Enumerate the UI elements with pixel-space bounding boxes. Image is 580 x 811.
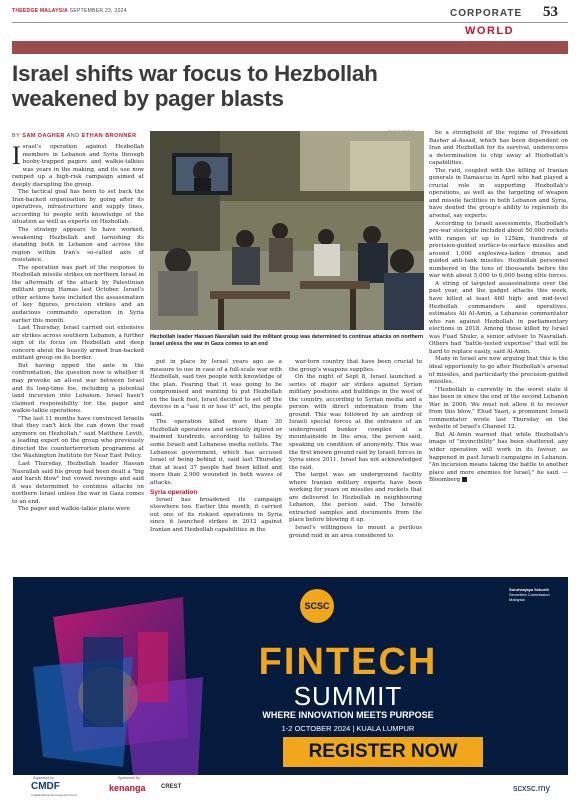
supported-by-label: Supported by (33, 776, 54, 780)
article-column-3 (289, 359, 422, 569)
ad-footer (13, 775, 568, 800)
article-column-4 (429, 130, 568, 570)
paragraph: Last Thursday, Hezbollah leader Hassan Nasrallah said his group had been dealt a "big and harsh blow" but vowed revenge and said it was determined to continue attacks on northern Israel unless the war in Gaza comes to an end. (12, 460, 144, 505)
ad-dates: 1-2 OCTOBER 2024 | KUALA LUMPUR (281, 724, 415, 733)
issue-date: SEPTEMBER 23, 2024 (69, 8, 127, 14)
paragraph: The operation was part of the response to Hezbollah missile strikes on northern Israel in the aftermath of the attack by Palestinian militant group Hamas last October. Israel's other actions have included the assassination of key figures, precision strikes and an audacious commando operation in Syria earlier this month. (12, 264, 144, 324)
cmdf-logo (31, 781, 60, 792)
byline-and: AND (66, 133, 80, 139)
article-column-1 (12, 144, 144, 569)
register-now-button[interactable] (283, 737, 483, 767)
headline-line-2: weakened by pager blasts (12, 86, 284, 111)
headline (12, 61, 572, 111)
byline (12, 133, 137, 139)
fintech-summit-ad[interactable] (13, 577, 568, 800)
ad-tagline: WHERE INNOVATION MEETS PURPOSE (262, 710, 434, 720)
paragraph: put in place by Israel years ago as a measure to use in case of a full-scale war with Hezbollah, said two people with knowledge of the plan. Fearing that it was going to be compromised and wanting to put Hezbollah on the back foot, Israel decided to set off the devices in a "use it or lose it" act, the people said. (150, 359, 282, 418)
section-kicker: WORLD (465, 25, 515, 37)
paragraph: But having upped the ante in the confrontation, the question now is whether it may provoke an all-out war between Israel and its long-time foe, including a potential land incursion into Lebanon. Israel hasn't claimed responsibility for the pager and walkie-talkie operations. (12, 362, 144, 415)
paragraph: Many in Israel are now arguing that this is the ideal opportunity to go after Hezbollah's arsenal of missiles, and particularly the precision-guided missiles. (429, 356, 568, 386)
scsc-logo (300, 589, 334, 623)
paragraph: The pager and walkie-talkie plans were (18, 506, 130, 513)
ad-title-summit: SUMMIT (293, 681, 403, 711)
publication-name: THEEDGE MALAYSIA (12, 8, 69, 14)
page-number: 53 (543, 4, 558, 20)
cmdf-subtext: Capital Market Development Fund (31, 793, 77, 797)
cmdf-logo-text: CMDF (31, 781, 60, 792)
paragraph: "Hezbollah is currently in the worst state it has been in since the end of the second Lebanon War in 2006. We must not allow it to recover from this blow," Ehud Yaari, a prominent Israeli commentator wrote last Thursday on the website of Israel's Channel 12. (429, 386, 568, 431)
end-of-article-mark (462, 477, 467, 482)
paragraph: Israel has broadened its campaign elsewhere too. Earlier this month, it carried out one of its riskiest operations in Syria since it launched strikes in 2012 against Iranian and Hezbollah capabilities in the (150, 496, 282, 534)
paragraph: According to Israeli assessments, Hezbollah's pre-war stockpile included about 50,000 rockets with ranges of up to 125km, hundreds of precision-guided surface-to-surface missiles and around 1,000 explosives-laden drones and guided anti-tank missiles. Hezbollah personnel numbered in the tens of thousands before the war with about 5,000 to 6,000 being elite forces. (429, 220, 568, 280)
news-photo (150, 131, 424, 330)
paragraph: "The last 11 months have convinced Israelis that they can't kick the can down the road anymore on Hezbollah," said Matthew Levitt, a leading expert on the group who previously directed the counterterrorism programme at the Washington Institute for Near East Policy. (12, 415, 144, 460)
paragraph: The raid, coupled with the killing of Iranian generals in Damascus in April who had played a crucial role in supporting Hezbollah's operations, as well as the targeting of weapon and missile facilities in both Lebanon and Syria, have dented the group's ability to replenish its arsenal, say experts. (429, 167, 568, 220)
paragraph: Israel's willingness to mount a perilous ground raid in an area considered to (289, 525, 422, 539)
article-column-2 (150, 359, 282, 569)
drop-cap: I (12, 144, 21, 170)
register-now-label: REGISTER NOW (308, 741, 458, 762)
author-2: ETHAN BRONNER (81, 133, 137, 139)
paragraph: A string of targeted assassinations over the past year, and the gadget attacks this week, have killed at least 460 high- and mid-level Hezbollah commanders and operatives, estimates Ali Al-Amin, a Lebanese commentator who ran against Hezbollah in parliamentary elections in 2018. Among those killed by Israel was Fuad Shukr, a senior adviser to Nasrallah. Others had "battle-tested expertise" that will be hard to replace easily, said Al-Amin. (429, 280, 568, 355)
kenanga-logo-text: kenanga (109, 783, 146, 793)
sc-sponsor-line-1: Suruhanjaya Sekuriti (509, 587, 549, 592)
sc-sponsor-line-2: Securities Commission (509, 592, 550, 597)
kenanga-logo (109, 783, 146, 793)
paragraph: Last Thursday, Israel carried out extensive air strikes across southern Lebanon, a further sign of its focus on Hezbollah and deep concern about the heavily armed Iran-backed militant group on its border. (12, 325, 144, 362)
crest-logo-text: CREST (161, 784, 182, 790)
paragraph: The target was an underground facility where Iranian military experts have been working for years on missiles and rockets that are delivered to Hezbollah in neighbouring Lebanon, the person said. The Israelis extracted samples and documents from the place before blowing it up. (289, 472, 422, 524)
paragraph: But Al-Amin warned that while Hezbollah's image of "invincibility" has been shattered, any wider operation will work in its favour, as happened in past Israeli campaigns in Lebanon. "An incursion means taking the battle to another place and more enemies for Israel," he said. — Bloomberg (429, 431, 568, 484)
section-label: CORPORATE (450, 8, 523, 19)
headline-line-1: Israel shifts war focus to Hezbollah (12, 61, 378, 86)
paragraph: war-torn country that have been crucial to the group's weapons supplies. (289, 359, 422, 373)
kicker-bar (12, 41, 568, 54)
photo-caption: Hezbollah leader Hassan Nasrallah said the militant group was determined to continue attacks on northern Israel unless the war in Gaza comes to an end (150, 334, 424, 347)
crest-logo (161, 784, 181, 790)
ad-title-fintech: FINTECH (258, 641, 438, 683)
cafe-scene-image (150, 131, 424, 330)
sponsored-by-label: Sponsored by (118, 776, 140, 780)
subhead-syria-operation: Syria operation (150, 489, 198, 497)
paragraph: The operation killed more than 30 Hezbollah operatives and seriously injured or maimed hundreds, according to tallies by some Israeli and Lebanese media outlets. The Lebanese government, which has accused Israel of being behind it, said last Thursday that at least 37 people had been killed and more than 2,900 wounded in both waves of attacks. (150, 419, 282, 486)
byline-prefix: BY (12, 133, 21, 139)
paragraph: be a stronghold of the regime of President Bashar al-Assad, which has been dependent on Iran and Hezbollah for its survival, underscores a determination to chip away at Hezbollah's capabilities. (429, 130, 568, 167)
author-1: SAM DAGHER (22, 133, 65, 139)
paragraph: Israel's operation against Hezbollah members in Lebanon and Syria through booby-trapped pagers and walkie-talkies was years in the making, and its use now ramped up a high-risk campaign aimed at deeply disrupting the group. (12, 144, 144, 188)
sc-sponsor-block (509, 587, 565, 602)
header-divider (12, 22, 568, 23)
publication-masthead (12, 8, 127, 14)
ad-url-link[interactable]: scxsc.my (513, 783, 550, 793)
paragraph: The tactical goal has been to set back the Iran-backed organisation by going after its operatives, infrastructure and supply lines, according to people with knowledge of the situation as well as experts on Hezbollah. (12, 189, 144, 226)
paragraph: On the night of Sept 8, Israel launched a series of major air strikes against Syrian military positions and buildings in the west of the country, according to Syrian media and a person with direct information from the ground. This was followed by an airdrop of Israeli special forces at the entrance of an underground bunker complex at a mountainside in the area, the person said, speaking on condition of anonymity. This was the first known ground raid by Israeli forces in Syria since 2011. Israel has not acknowledged the raid. (289, 374, 422, 471)
scsc-logo-text: SCSC (304, 601, 330, 611)
paragraph: The strategy appears to have worked, weakening Hezbollah and tarnishing its standing both in Lebanon and across the region within Iran's so-called axis of resistance. (12, 227, 144, 264)
sc-sponsor-line-3: Malaysia (509, 597, 525, 602)
